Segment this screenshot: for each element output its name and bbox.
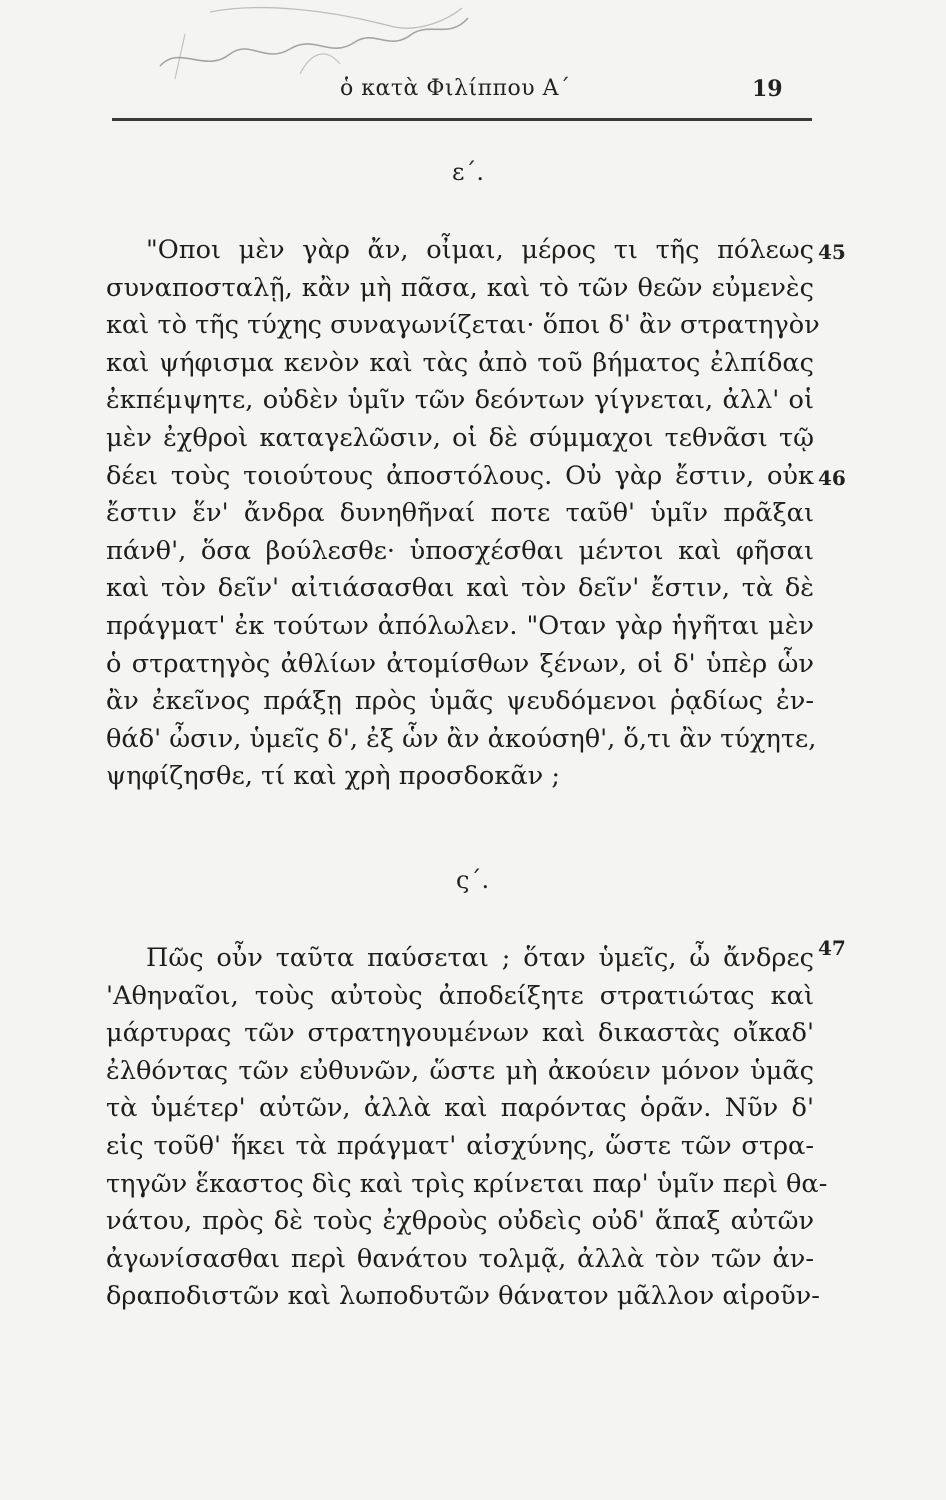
section-6-text <box>106 940 828 1316</box>
text-line: νάτου, πρὸς δὲ τοὺς ἐχθροὺς οὐδεὶς οὐδ' ἅπαξ αὐτῶν <box>106 1206 814 1237</box>
text-line: πράγματ' ἐκ τούτων ἀπόλωλεν. "Οταν γὰρ ἡγῆται μὲν <box>106 610 814 641</box>
margin-number-47: 47 <box>818 936 846 960</box>
text-line: καὶ τὸν δεῖν' αἰτιάσασθαι καὶ τὸν δεῖν' ἔστιν, τὰ δὲ <box>106 573 814 604</box>
margin-number-46: 46 <box>818 466 846 490</box>
text-line: ἔστιν ἕν' ἄνδρα δυνηθῆναί ποτε ταῦθ' ὑμῖν πρᾶξαι <box>106 498 814 529</box>
handwritten-signature <box>150 4 480 84</box>
text-line: ἐλθόντας τῶν εὐθυνῶν, ὥστε μὴ ἀκούειν μόνον ὑμᾶς <box>106 1055 814 1086</box>
text-line: τηγῶν ἕκαστος δὶς καὶ τρὶς κρίνεται παρ' ὑμῖν περὶ θα- <box>106 1168 828 1199</box>
header-rule <box>112 118 812 121</box>
text-line: ἐκπέμψητε, οὐδὲν ὑμῖν τῶν δεόντων γίγνεται, ἀλλ' οἱ <box>106 385 814 416</box>
text-line: ὁ στρατηγὸς ἀθλίων ἀτομίσθων ξένων, οἱ δ' ὑπὲρ ὧν <box>106 648 814 679</box>
margin-number-45: 45 <box>818 240 846 264</box>
text-line: δέει τοὺς τοιούτους ἀποστόλους. Οὐ γὰρ ἔστιν, οὐκ <box>106 460 814 491</box>
text-line: μὲν ἐχθροὶ καταγελῶσιν, οἱ δὲ σύμμαχοι τεθνᾶσι τῷ <box>106 422 814 453</box>
text-line: καὶ τὸ τῆς τύχης συναγωνίζεται· ὅποι δ' ἂν στρατηγὸν <box>106 310 820 341</box>
text-line: θάδ' ὦσιν, ὑμεῖς δ', ἐξ ὧν ἂν ἀκούσηθ', ὅ,τι ἂν τύχητε, <box>106 723 817 754</box>
text-line: εἰς τοῦθ' ἥκει τὰ πράγματ' αἰσχύνης, ὥστε τῶν στρα- <box>106 1130 814 1161</box>
text-line: Πῶς οὖν ταῦτα παύσεται ; ὅταν ὑμεῖς, ὦ ἄνδρες <box>146 943 814 973</box>
text-line: ἂν ἐκεῖνος πράξῃ πρὸς ὑμᾶς ψευδόμενοι ῥᾳδίως ἐν- <box>106 686 814 717</box>
text-line: μάρτυρας τῶν στρατηγουμένων καὶ δικαστὰς οἴκαδ' <box>106 1018 814 1049</box>
text-line: δραποδιστῶν καὶ λωποδυτῶν θάνατον μᾶλλον αἱροῦν- <box>106 1281 820 1312</box>
text-line: ἀγωνίσασθαι περὶ θανάτου τολμᾷ, ἀλλὰ τὸν τῶν ἀν- <box>106 1243 814 1274</box>
running-header-title: ὁ κατὰ Φιλίππου Α΄ <box>340 76 571 101</box>
page-number: 19 <box>752 76 783 102</box>
text-line: συναποσταλῇ, κἂν μὴ πᾶσα, καὶ τὸ τῶν θεῶν εὐμενὲς <box>106 272 814 303</box>
text-line: ψηφίζησθε, τί καὶ χρὴ προσδοκᾶν ; <box>106 761 560 792</box>
text-line: πάνθ', ὅσα βούλεσθε· ὑποσχέσθαι μέντοι καὶ φῆσαι <box>106 535 814 566</box>
text-line: "Οποι μὲν γὰρ ἄν, οἶμαι, μέρος τι τῆς πόλεως <box>146 235 814 265</box>
text-line: 'Αθηναῖοι, τοὺς αὐτοὺς ἀποδείξητε στρατιώτας καὶ <box>106 980 814 1011</box>
text-line: καὶ ψήφισμα κενὸν καὶ τὰς ἀπὸ τοῦ βήματος ἐλπίδας <box>106 347 814 378</box>
text-line: τὰ ὑμέτερ' αὐτῶν, ἀλλὰ καὶ παρόντας ὁρᾶν. Νῦν δ' <box>106 1093 814 1124</box>
section-heading-epsilon: ε΄. <box>452 158 485 186</box>
section-heading-stigma: ς΄. <box>456 866 490 894</box>
section-5-text <box>106 232 820 796</box>
